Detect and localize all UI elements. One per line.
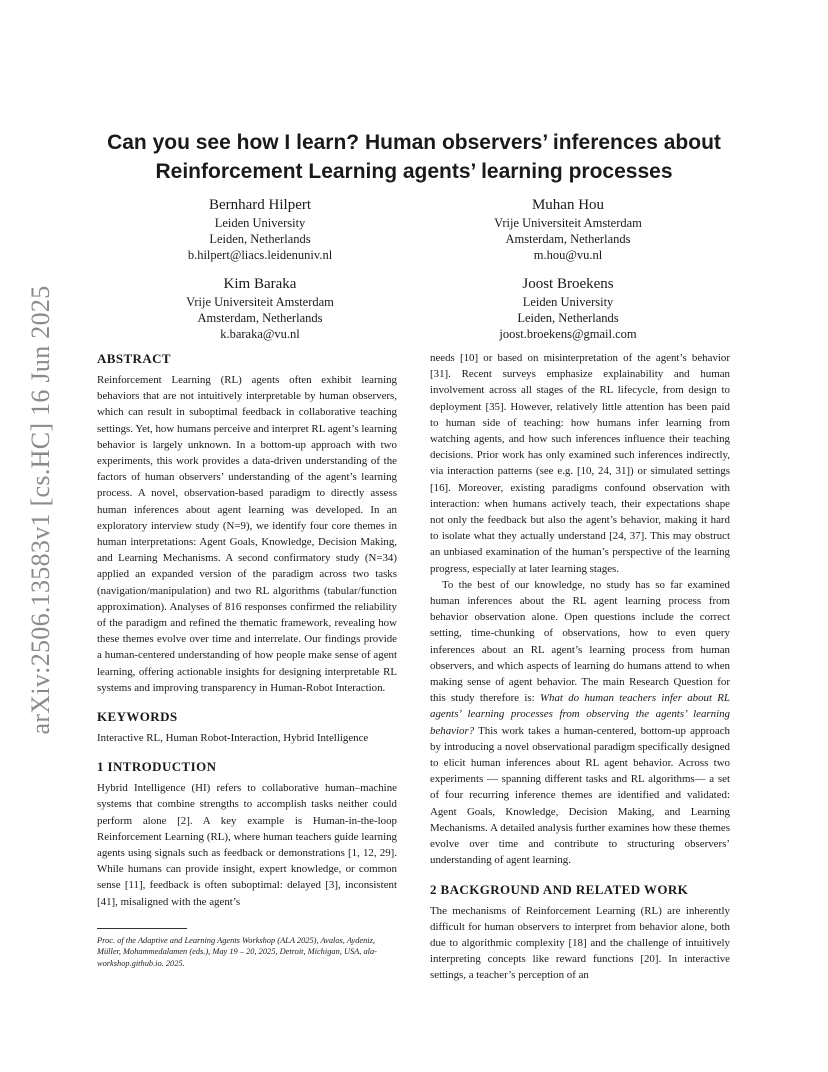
arxiv-sidebar-stamp <box>26 285 56 735</box>
abstract-text: Reinforcement Learning (RL) agents often exhibit learning behaviors that are not intuitively interpretable by human observers, which can result in suboptimal feedback in collaborative teaching settings. Yet, how humans perceive and interpret RL agent’s learning behavior is largely unknown. In a bottom-up approach with two experiments, this work provides a data-driven understanding of the factors of human observers’ understanding of the agent’s learning process. A novel, observation-based paradigm to directly assess human inferences about agent learning was developed. In an exploratory interview study (N=9), we identify four core themes in human interpretations: Agent Goals, Knowledge, Decision Making, and Learning Mechanisms. A second confirmatory study (N=34) applied an expanded version of the paradigm across two tasks (navigation/manipulation) and two RL algorithms (tabular/function approximation). Analyses of 816 responses confirmed the reliability of the paradigm and refined the thematic framework, revealing how these themes evolve over time and interrelate. Our findings provide a human-centered understanding of how people make sense of agent learning, offering actionable insights for designing interpretable RL systems and improving transparency in Human-Robot Interaction. <box>97 374 397 694</box>
footnote-rule <box>97 928 187 929</box>
research-question: What do human teachers infer about RL agents’ learning processes from observing the agents’ learning behavior? <box>430 692 730 737</box>
keywords-heading: KEYWORDS <box>97 709 178 725</box>
author-name: Kim Baraka <box>223 276 297 292</box>
keywords-text: Interactive RL, Human Robot-Interaction, Hybrid Intelligence <box>97 732 369 745</box>
introduction-text: Hybrid Intelligence (HI) refers to collaborative human–machine systems that combine strengths to accomplish tasks neither could perform alone [2]. A key example is Human-in-the-loop Reinforcement Learning (RL), where human teachers guide learning agents using signals such as feedback or demonstrations [1, 12, 29]. While humans can provide insight, expert knowledge, or common sense [11], feedback is often suboptimal: delayed [3], inconsistent [41], misaligned with the agent’s <box>97 782 397 908</box>
title-line-2: Reinforcement Learning agents’ learning processes <box>155 160 673 183</box>
author-affiliation: Vrije Universiteit Amsterdam <box>494 216 642 230</box>
author-location: Amsterdam, Netherlands <box>505 232 631 246</box>
author-affiliation: Vrije Universiteit Amsterdam <box>186 295 334 309</box>
arxiv-identifier: arXiv:2506.13583v1 [cs.HC] 16 Jun 2025 <box>26 285 55 735</box>
author-block <box>110 275 410 342</box>
paragraph-end: This work takes a human-centered, bottom-up approach by introducing a novel observational paradigm specifically designed to elicit human inferences about RL agent behavior. Across two experiments — spanning different tasks and RL algorithms— a set of four recurring inference themes are identified and validated: Agent Goals, Knowledge, Decision Making, and Learning Mechanisms. A detailed analysis further examines how these themes evolve over time and contribute to structuring observers’ understanding of agent learning. <box>430 724 730 867</box>
paper-title <box>80 128 748 186</box>
left-column <box>97 350 397 969</box>
author-affiliation: Leiden University <box>522 295 614 309</box>
intro-paragraph-2 <box>430 577 730 869</box>
background-heading: 2 BACKGROUND AND RELATED WORK <box>430 881 689 897</box>
author-location: Amsterdam, Netherlands <box>197 311 323 325</box>
author-name: Bernhard Hilpert <box>208 197 312 213</box>
paragraph-start: To the best of our knowledge, no study has so far examined human inferences about the RL agent learning process from behavior observation alone. Open questions include the correct setting, time-chunking of observations, how to even query inferences about an RL agent’s learning process from human observers, and which aspects of learning do humans attend to when making sense of agent behavior. The main Research Question for this study therefore is: <box>430 578 730 705</box>
abstract-heading: ABSTRACT <box>97 351 171 366</box>
author-block <box>110 196 410 263</box>
author-block <box>418 275 718 342</box>
background-text: The mechanisms of Reinforcement Learning (RL) are inherently difficult for human observers to interpret from behavior alone, both due to algorithmic complexity [18] and the challenge of intuitively interpreting concepts like reward functions [20]. In interactive settings, a teacher’s perception of an <box>430 904 730 982</box>
introduction-heading: 1 INTRODUCTION <box>97 759 217 775</box>
author-location: Leiden, Netherlands <box>209 232 311 246</box>
author-email: b.hilpert@liacs.leidenuniv.nl <box>187 248 333 262</box>
author-email: k.baraka@vu.nl <box>220 327 300 341</box>
author-name: Muhan Hou <box>531 197 605 213</box>
author-email: joost.broekens@gmail.com <box>499 327 637 341</box>
author-email: m.hou@vu.nl <box>533 248 603 262</box>
author-affiliation: Leiden University <box>214 216 306 230</box>
author-location: Leiden, Netherlands <box>517 311 619 325</box>
right-column <box>430 350 730 984</box>
intro-continued-text: needs [10] or based on misinterpretation of the agent’s behavior [31]. Recent surveys emphasize explainability and human involvement across all stages of the RL lifecycle, from design to deployment [35]. However, relatively little attention has been paid to human side of teaching: how humans infer learning from watching agents, and how such inferences influence their teaching decisions. Prior work has only examined such inferences indirectly, via interaction patterns (see e.g. [10, 24, 31]) or simulated settings [16]. Moreover, existing paradigms confound observation with interaction: when humans actively teach, their expectations shape not only the feedback but also the agent’s behavior, making it hard to isolate what they actually understand [24, 37]. This may obstruct an unbiased examination of the human’s perspective of the learning progress, especially at later learning stages. <box>430 352 730 575</box>
author-name: Joost Broekens <box>522 276 614 292</box>
footnote: Proc. of the Adaptive and Learning Agents Workshop (ALA 2025), Avalos, Aydeniz, Müller, Mohammedalamen (eds.), May 19 – 20, 2025, Detroit, Michigan, USA, ala-workshop.github.io. 2025. <box>97 935 377 968</box>
author-block <box>418 196 718 263</box>
title-line-1: Can you see how I learn? Human observers’ inferences about <box>107 131 721 154</box>
